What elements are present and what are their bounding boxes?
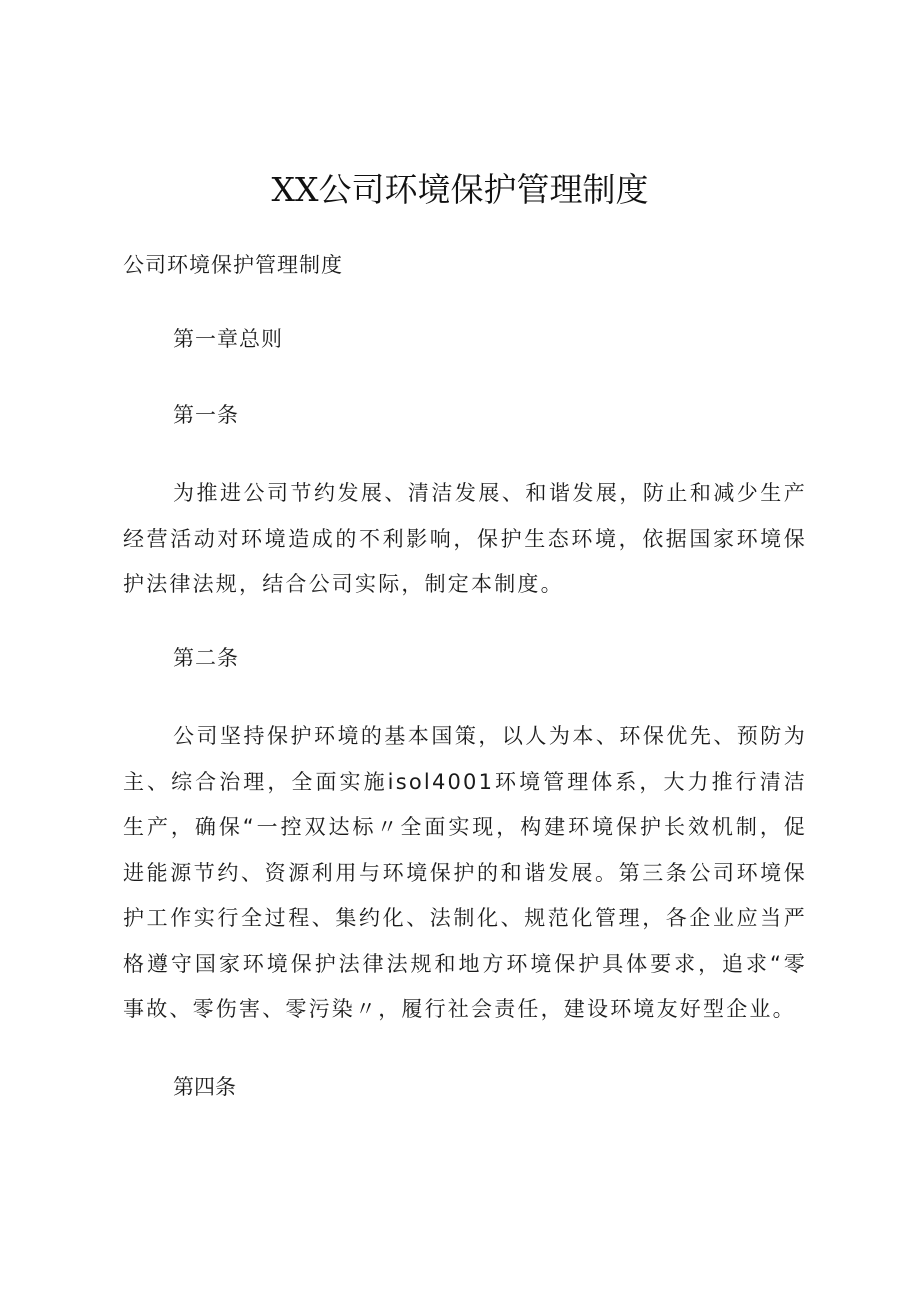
- article-2-heading: 第二条: [173, 646, 239, 670]
- article-1-text: 为推进公司节约发展、清洁发展、和谐发展，防止和减少生产经营活动对环境造成的不利影响，保护生态环境，依据国家环境保护法律法规，结合公司实际，制定本制度。: [123, 481, 807, 596]
- document-subtitle: 公司环境保护管理制度: [123, 253, 343, 277]
- document-title: XX公司环境保护管理制度: [271, 170, 649, 209]
- article-2-text: 公司坚持保护环境的基本国策，以人为本、环保优先、预防为主、综合治理，全面实施isol4001环境管理体系，大力推行清洁生产，确保“一控双达标〃全面实现，构建环境保护长效机制，促进能源节约、资源利用与环境保护的和谐发展。第三条公司环境保护工作实行全过程、集约化、法制化、规范化管理，各企业应当严格遵守国家环境保护法律法规和地方环境保护具体要求，追求“零事故、零伤害、零污染〃，履行社会责任，建设环境友好型企业。: [123, 724, 807, 1021]
- article-1-heading: 第一条: [173, 403, 239, 427]
- chapter-heading: 第一章总则: [173, 327, 283, 351]
- article-4-heading: 第四条: [173, 1075, 236, 1099]
